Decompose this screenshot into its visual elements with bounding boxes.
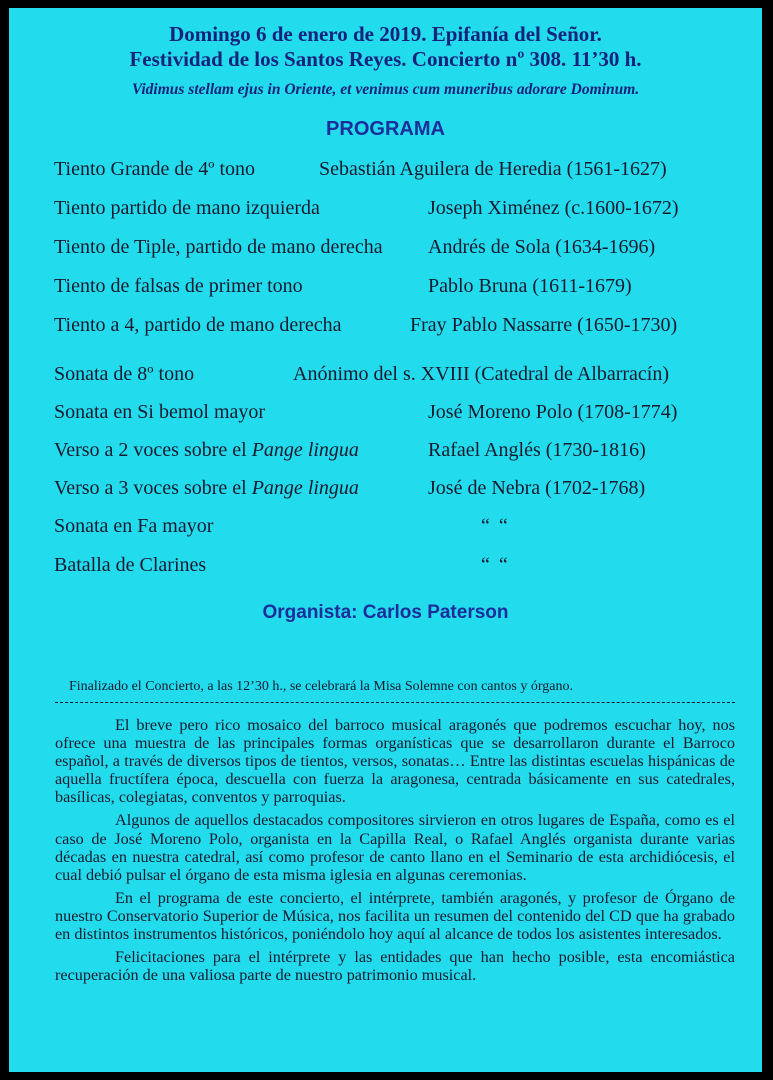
program-row <box>9 439 762 469</box>
piece-title: Tiento Grande de 4º tono <box>54 158 255 180</box>
piece-title: Batalla de Clarines <box>54 554 207 576</box>
notes-paragraph: El breve pero rico mosaico del barroco musical aragonés que podremos escuchar hoy, nos ofrece una muestra de las principales formas organísticas que se desarrollaron durante el Barroco español, a través de diversos tipos de tientos, versos, sonatas… Entre las distintas escuelas hispánicas de aquella fructífera época, descuella con fuerza la aragonesa, centrada básicamente en sus catedrales, basílicas, colegiatas, conventos y parroquias. <box>55 716 735 807</box>
program-title: PROGRAMA <box>326 118 445 140</box>
piece-title-italic: Pange lingua <box>251 439 359 461</box>
organist-name: Organista: Carlos Paterson <box>262 602 509 623</box>
composer: Joseph Ximénez (c.1600-1672) <box>428 197 679 219</box>
piece-title: Sonata en Si bemol mayor <box>54 401 266 423</box>
piece-title: Sonata en Fa mayor <box>54 515 214 537</box>
piece-title: Tiento partido de mano izquierda <box>54 197 320 219</box>
latin-motto: Vidimus stellam ejus in Oriente, et venimus cum muneribus adorare Dominum. <box>131 81 640 98</box>
program-row <box>9 275 762 305</box>
piece-title: Tiento a 4, partido de mano derecha <box>54 314 342 336</box>
header-concert-line: Festividad de los Santos Reyes. Concierto nº 308. 11’30 h. <box>129 47 642 71</box>
notes-paragraph: Algunos de aquellos destacados compositores sirvieron en otros lugares de España, como es el caso de José Moreno Polo, organista en la Capilla Real, o Rafael Anglés organista durante varias décadas en nuestra catedral, así como profesor de canto llano en el Seminario de esta archidiócesis, el cual debió pulsar el órgano de esta misma iglesia en algunas ceremonias. <box>55 811 735 884</box>
program-row <box>9 401 762 431</box>
composer: Andrés de Sola (1634-1696) <box>428 236 656 258</box>
composer: Sebastián Aguilera de Heredia (1561-1627) <box>319 158 667 180</box>
piece-title-prefix: Verso a 2 voces sobre el <box>54 439 252 461</box>
composer: Pablo Bruna (1611-1679) <box>428 275 632 297</box>
program-row <box>9 477 762 507</box>
program-row <box>9 515 762 545</box>
piece-title: Tiento de falsas de primer tono <box>54 275 303 297</box>
program-row <box>9 158 762 188</box>
mass-note: Finalizado el Concierto, a las 12’30 h., se celebrará la Misa Solemne con cantos y órgano. <box>69 679 573 694</box>
piece-title <box>54 477 359 500</box>
program-row <box>9 197 762 227</box>
composer: Rafael Anglés (1730-1816) <box>428 439 646 461</box>
header-date-line: Domingo 6 de enero de 2019. Epifanía del Señor. <box>169 22 602 46</box>
program-row <box>9 236 762 266</box>
piece-title <box>54 439 359 462</box>
notes-paragraph: En el programa de este concierto, el intérprete, también aragonés, y profesor de Órgano de nuestro Conservatorio Superior de Música, nos facilita un resumen del contenido del CD que ha grabado en distintos instrumentos históricos, poniéndolo hoy aquí al alcance de todos los asistentes interesados. <box>55 888 735 944</box>
dashed-divider <box>55 702 735 703</box>
program-sheet <box>9 8 762 1072</box>
composer-ditto: “ “ <box>481 554 510 576</box>
piece-title-prefix: Verso a 3 voces sobre el <box>54 477 252 499</box>
piece-title-italic: Pange lingua <box>251 477 359 499</box>
notes-paragraph: Felicitaciones para el intérprete y las entidades que han hecho posible, esta encomiástica recuperación de una valiosa parte de nuestro patrimonio musical. <box>55 948 735 985</box>
composer-ditto: “ “ <box>481 515 510 537</box>
program-row <box>9 363 762 393</box>
composer: Anónimo del s. XVIII (Catedral de Albarracín) <box>293 363 669 385</box>
program-notes <box>55 716 735 989</box>
composer: José Moreno Polo (1708-1774) <box>428 401 678 423</box>
composer: José de Nebra (1702-1768) <box>428 477 646 499</box>
piece-title: Tiento de Tiple, partido de mano derecha <box>54 236 383 258</box>
program-row <box>9 314 762 344</box>
composer: Fray Pablo Nassarre (1650-1730) <box>410 314 678 336</box>
piece-title: Sonata de 8º tono <box>54 363 195 385</box>
program-row <box>9 554 762 584</box>
